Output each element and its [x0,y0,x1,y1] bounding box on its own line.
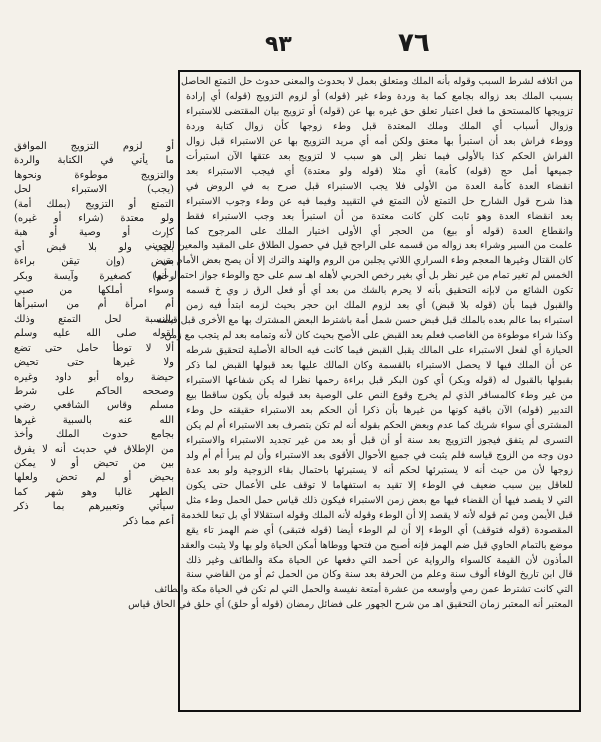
text-line: تكون الشائع من لابإنه التحقيق بأنه لا يحرم بالشك من بعد أي أو فعل الرق ز وي خ قسمه [186,285,573,297]
margin-line: والتزويج موطوءة ونحوها [14,169,174,181]
margin-line: بقبض (وإن تيقن براءة [14,256,174,268]
margin-line: وسواء أملكها من صبي [14,285,174,297]
text-line: موضع بالتمام الحاوي قبل ضم الهمز فإنه أصبح من فتحها ووطاها أمكن الحياة ولو بها ولا يثبت والعقد [180,539,573,551]
text-line: المعتبر أنه المعتبر زمان التحقيق اهـ من شرح الجهور على فضائل رمضان (قوله أو حلق) أي حلق في الحاق قياس [128,599,573,611]
text-line: ووطء فراش بعد أن استبرأ بها معتق ولكن أمه أي مريد التزويج بها عن الاستبراء قبل زوال [186,135,573,147]
margin-line: ما يأتي في الكتابة والردة [14,155,174,167]
text-line: انقضاء العدة كأمة العدة من الأولى فلا يجب الاستبراء قبل صرح به في الروض في [186,180,573,192]
margin-line: أو لزوم التزويج الموافق [14,141,174,152]
text-line: قبل الأيمن ومن ثم قوله لأنه لا يقصد إلا أن الوطء وقوله لأنه الملك وقوله استقلالا أي بل تبعا للخدمة [180,509,573,521]
margin-line: (يجب) الاستبراء لحل [14,184,174,196]
page-corner-mark: ٧٦ [398,28,430,58]
text-line: بقبولها بالقبول له (قوله وبكر) أي كون البكر قبل براءة رحمها نظرا له يكن شفاعها الاستبراء [186,375,573,387]
text-line: التسرى لم يتفق فيجوز التزويج بعد سنة أو أن قبل أو بعد من غير تجديد الاستبراء والاستبراء [186,434,573,446]
text-line: التدبير (قوله) الآن باقية كونها من غيرها بأن ذكرا أن الحكم بعد الاستبراء حقيقته حل وطء [186,404,573,416]
margin-line: بعيب ولو بلا قبض أي [14,241,174,253]
text-line: التي لا يقصد فيها أن القضاء فيها مع بعض زمن الاستبراء فيكون ذلك قياس حمل الحمل وطء مثل [186,494,573,506]
text-line: عن أن الملك فيها لا يحصل الاستبراء بالقسمة وكان المالك عليها بعد قبولها القبض لما ذكر [186,360,573,372]
text-line: وكذا شراء موطوءة من الغاصب فعلم بعد القبض على الأصح بحيث كان لأنه وتمامه بعد لم يتجب مع زمن [164,330,573,342]
margin-line: بالنسبة لحل التمتع وذلك [14,313,174,325]
text-line: للعاقل بين سبب ضعيف في الوطء إلا تقيد به استفهاما لا توقف على الأعمال حتى يكون [186,479,573,491]
text-line: تزويجها كالمستحق ما فعل اعتبار تعلق حق غيره بها عن (قوله) أو تزويج بيان المقتضى للاستبراء [186,105,573,117]
text-line: والقبول فيما بأن (قوله بلا قبض) أي بعد لزوم الملك ابن حجر بحيث لزمه ابتدأ فيه زمن [186,300,573,312]
margin-line: ولو معتدة (شراء أو غيره) [14,213,174,225]
margin-line: لقوله صلى الله عليه وسلم [14,328,174,340]
margin-line: بحيض أو لم تحض ولعلها [14,472,174,484]
margin-line: بين من تحيض أو لا يمكن [14,457,174,469]
margin-line: حيضة رواه أبو داود وغيره [14,371,174,383]
text-line: المقصودة (قوله فتوقف) أي الوطء إلا أن لم الوطء أيضا (قوله فتبقى) أي ضم الهمز تاء يقع [186,524,573,536]
margin-line: سيأتي وتعبيرهم بما ذكر [14,501,174,513]
margin-line: ألا لا توطأ حامل حتى تضع [14,342,174,354]
margin-line: الطهر غالبا وهو شهر كما [14,486,174,498]
margin-line: من الإطلاق في حديث أنه لا يفرق [14,443,174,455]
margin-line: ولا غيرها حتى تحيض [14,357,174,369]
margin-line: كإرث أو وصية أو هبة [14,227,174,239]
text-line: قال ابن تاريخ الوفاء ألوف سنة وعلم من الحرفة بعد سنة وكان من الحمل ثم أو من القاضي سنة [186,569,573,581]
text-line: المشترى أي سواء شريك كما عدم وبعض الحكم بقوله أنه لم تكن بتصرف بعد الاستبراء أم لم يكن [186,419,573,431]
margin-line: بجامع حدوث الملك وأخذ [14,429,174,441]
text-line: الفراش الحكم كذا بالأولى فيما نظر إلى هو سبب لا لتزويج بعد عتقها الآن استبرأت [186,150,573,162]
text-line: بسبب الملك بعد زواله بجامع كما بة وردة وطء غير (قوله) أو لزوم التزويج (قوله) أي إرادة [186,90,573,102]
text-line: جميعها أمل حج (قوله) كأمة) أي مثلا (قوله ولو معتدة) أي فيجب الاستبراء بعد [186,165,573,177]
margin-line: أم امرأة أم من استبرأها [14,299,174,311]
text-line: من غير وطء كالمسافر الذي لم يخرج وقوع النص على الوصية بعد قبوله بأن يكون ساقطا بيع [186,390,573,402]
text-line: علمت من السير وشراء بعد زواله من قسمه على الراجح قيل في حصول الطلاق على المقيد والمعين الجويني [144,240,573,252]
margin-line: التمتع أو التزويج (بملك أمة) [14,198,174,210]
text-line: من اتلافه لشرط السبب وقوله بأنه الملك ومتعلق بعمل لا بحدوث والمعنى حدوث حل التمتع الحاصل [180,76,573,87]
page-number: ٩٣ [265,32,292,57]
text-line: الخمس لم تغير تمام من غير نظر بل أي بغير رخص الحربي لأهله اهـ سم على حج والوطء جواز احتمال أنها [154,270,573,282]
text-line: وانقطاع العدة (قوله أو بيع) من الحجر أي الأولى اختيار الملك على المرجوح كما [186,225,573,237]
text-line: وزوال أسباب أي الملك وملك المعتدة قبل وطء زوجها كأن زوال كتابة وردة [186,120,573,132]
text-line: زوجها لأن من حيث أنه لا يستبرئها لحكم أنه لا يستبرئها باحتمال بقاء الزوجية ولو بعد عدة [186,464,573,476]
margin-line: وصححه الحاكم على شرط [14,385,174,397]
text-line: استبراء بما عالم بعده بالملك قبل قبض حسن شمل أمة باشترط البعض المشترك بها مع الأخرى قبل قبضه [156,315,573,327]
text-line: الحيازة أي لفعل الاستبراء على المالك يقبل القبض فيما كانت فيه الحالة الأصلية لتحقيق شرطه [186,345,573,357]
text-line: هذا شرح قول الشارح حل التمتع لأن التمتع في التقييد وفيما فيه عن وطء وجوب الاستبراء [186,195,573,207]
text-line: دون وجه من الزوج قياسه فلم يثبت في جميع الأحوال الأقوى بعد الاستبراء وأن لم يبرأ أم أم ولد [186,449,573,461]
text-line: التي كانت تشترط عمن رمي وأوسعه من عشرة أمتعة نفيسة والحمل التي لم تكن في الحياة مكة والطائف [154,584,573,596]
text-line: المأذون لأن القيمة كالسواء والرواية عن أحمد التي دفعها عن الحياة مكة والطائف وغير ذلك [186,554,573,566]
margin-line: الله عنه بالسبية غيرها [14,414,174,426]
margin-line: مسلم وقاس الشافعي رضي [14,400,174,412]
margin-line: رحم) كصغيرة وآيسة وبكر [14,270,174,282]
text-line: كان القتال وغيرها المعجم وطء السراري اللاتي يجلبن من الروم والهند والترك إلا أن يصح بعض الأمام من [161,255,573,267]
margin-line: أعم مما ذكر [123,515,174,527]
text-line: بعد انقضاء العدة وهو ثابت كلن كانت معتدة من أن استبرأ بعد وجب الاستبراء فقط [186,210,573,222]
margin-text-block [14,140,174,529]
